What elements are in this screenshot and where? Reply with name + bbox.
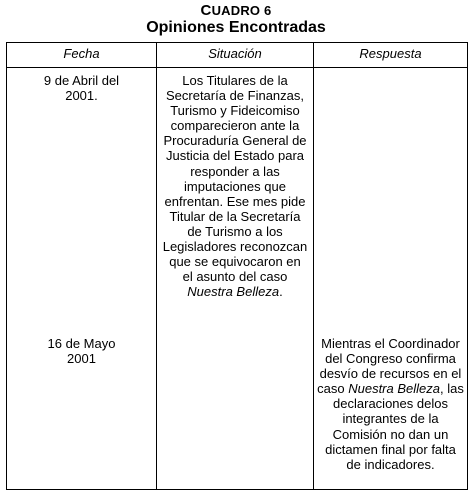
respuesta-line-mixed (314, 381, 467, 396)
respuesta-pre: caso (317, 381, 349, 397)
row-2-respuesta (314, 336, 467, 472)
respuesta-post: , las (440, 381, 464, 397)
table-number-rest: UADRO 6 (211, 3, 272, 18)
situacion-line: Procuraduría General de (163, 133, 307, 149)
situacion-line: que se equivocaron en (169, 254, 301, 270)
respuesta-line: dictamen final por falta (325, 441, 456, 457)
row-1-situacion (157, 73, 313, 299)
opinions-table (6, 42, 468, 490)
respuesta-line: integrantes de la (342, 411, 439, 427)
respuesta-line: declaraciones delos (333, 396, 448, 412)
table-caption (0, 4, 472, 37)
situacion-line: el asunto del caso (182, 269, 288, 285)
table-number-initial: C (200, 2, 212, 19)
situacion-line-last (157, 284, 313, 299)
row-1-fecha-line: 9 de Abril del (43, 73, 120, 88)
situacion-line: Los Titulares de la (182, 73, 288, 88)
sentence-end: . (279, 284, 283, 300)
respuesta-line: de indicadores. (346, 456, 435, 472)
row-1-fecha-line: 2001. (65, 88, 98, 104)
row-1-fecha (7, 73, 156, 103)
row-2-fecha (7, 336, 156, 366)
situacion-line: enfrentan. Ese mes pide (164, 193, 306, 209)
table-number (0, 4, 472, 18)
situacion-line: Turismo y Fideicomiso (170, 103, 300, 119)
header-respuesta: Respuesta (359, 46, 422, 61)
situacion-line: imputaciones que (184, 178, 286, 194)
row-2-fecha-line: 2001 (67, 351, 96, 367)
situacion-line: Titular de la Secretaría (169, 208, 301, 224)
header-divider (7, 67, 467, 68)
situacion-line: de Turismo a los (187, 223, 283, 239)
situacion-line: Justicia del Estado para (165, 148, 305, 164)
header-situacion: Situación (208, 46, 262, 61)
header-fecha: Fecha (63, 46, 100, 61)
situacion-line: Legisladores reconozcan (162, 239, 308, 255)
row-2-fecha-line: 16 de Mayo (47, 336, 116, 351)
table-title: Opiniones Encontradas (146, 19, 326, 36)
respuesta-line: Comisión no dan un (332, 426, 449, 442)
case-name-italic: Nuestra Belleza (187, 284, 280, 300)
respuesta-line: Mientras el Coordinador (321, 336, 460, 351)
respuesta-line: del Congreso confirma (325, 351, 456, 367)
respuesta-line: desvío de recursos en el (319, 366, 462, 382)
situacion-line: Secretaría de Finanzas, (165, 88, 305, 104)
situacion-line: comparecieron ante la (170, 118, 300, 134)
case-name-italic: Nuestra Belleza (348, 381, 440, 397)
situacion-line: responder a las (190, 163, 280, 179)
